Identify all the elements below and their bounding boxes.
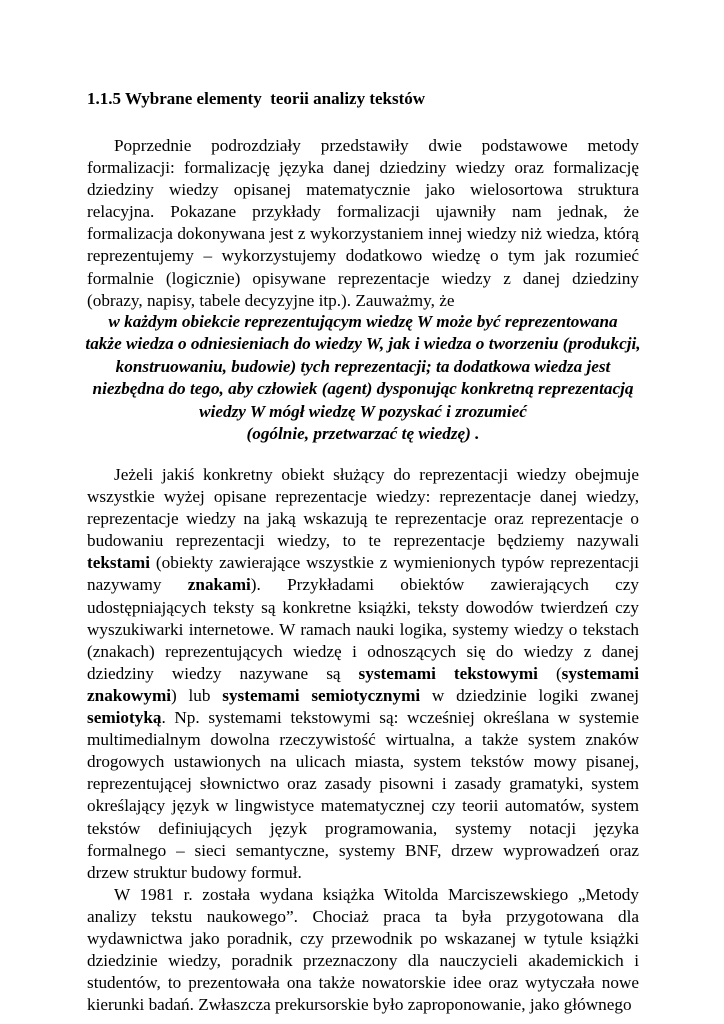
term-systemy-znakowe: systemami znakowymi bbox=[87, 663, 639, 705]
paragraph-texts-definition bbox=[87, 464, 639, 884]
quote-line: wiedzy W mógł wiedzę W pozyskać i zrozumieć bbox=[199, 401, 527, 421]
paragraph-text-systems bbox=[87, 464, 639, 1016]
text-run: . Np. systemami tekstowymi są: wcześniej określana w systemie multimedialnym dowolna rzeczywistość wirtualna, a także system znaków drogowych ustawionych na ulicach miasta, system tekstów mowy pisanej, reprezentującej słownictwo oraz zasady pisowni i zasady gramatyki, system określający język w lingwistyce matematycznej czy teorii automatów, system tekstów definiujących język programowania, systemy notacji języka formalnego – sieci semantyczne, systemy BNF, drzew wyprowadzeń oraz drzew struktur budowy formuł. bbox=[87, 708, 639, 882]
quote-line: konstruowaniu, budowie) tych reprezentacji; ta dodatkowa wiedza jest bbox=[115, 356, 611, 376]
text-run: (obiekty zawierające wszystkie z wymienionych typów reprezentacji nazywamy bbox=[87, 553, 639, 595]
text-run: ( bbox=[537, 663, 562, 683]
text-run: ) lub bbox=[171, 685, 223, 705]
text-run: ). Przykładami obiektów zawierających czy udostępniających teksty są konkretne książki, teksty dowodów twierdzeń czy wyszukiwarki internetowe. W ramach nauki logika, systemy wiedzy o tekstach (znakach) reprezentujących wiedzę i odnoszących się do wiedzy z danej dziedziny wiedzy nazywane są bbox=[87, 575, 640, 683]
paragraph-formalization: Poprzednie podrozdziały przedstawiły dwie podstawowe metody formalizacji: formalizację języka danej dziedziny wiedzy oraz formalizację dziedziny wiedzy opisanej matematycznie jako wielosortowa struktura relacyjna. Pokazane przykłady formalizacji ujawniły nam jednak, że formalizacja dokonywana jest z wykorzystaniem innej wiedzy niż wiedza, którą reprezentujemy – wykorzystujemy dodatkowo wiedzę o tym jak rozumieć formalnie (logicznie) opisywane reprezentacje wiedzy z danej dziedziny (obrazy, napisy, tabele decyzyjne itp.). Zauważmy, że bbox=[87, 136, 639, 310]
quote-line: (ogólnie, przetwarzać tę wiedzę) . bbox=[246, 424, 480, 444]
highlighted-statement bbox=[82, 311, 644, 445]
quote-line: także wiedza o odniesieniach do wiedzy W, jak i wiedza o tworzeniu (produkcji, bbox=[85, 334, 641, 354]
term-teksty: tekstami bbox=[87, 553, 151, 573]
section-title: 1.1.5 Wybrane elementy teorii analizy tekstów bbox=[87, 89, 426, 108]
quote-line: niezbędna do tego, aby człowiek (agent) dysponując konkretną reprezentacją bbox=[92, 379, 634, 399]
term-znaki: znakami bbox=[187, 575, 251, 595]
text-run: Jeżeli jakiś konkretny obiekt służący do reprezentacji wiedzy obejmuje wszystkie wyżej opisane reprezentacje wiedzy: reprezentacje danej wiedzy, reprezentacje wiedzy na jaką wskazują te reprezentacje oraz reprezentacje o budowaniu reprezentacji wiedzy, to te reprezentacje będziemy nazywali bbox=[87, 465, 639, 551]
quote-line: w każdym obiekcie reprezentującym wiedzę W może być reprezentowana bbox=[108, 312, 618, 331]
paragraph-marciszewski: W 1981 r. została wydana książka Witolda Marciszewskiego „Metody analizy tekstu naukowego”. Chociaż praca ta była przygotowana dla wydawnictwa jako poradnik, czy przewodnik po wskazanej w tytule książki dziedzinie wiedzy, poradnik przeznaczony dla nauczycieli akademickich i studentów, to prezentowała ona także nowatorskie idee oraz wytyczała nowe kierunki badań. Zwłaszcza prekursorskie było zaproponowanie, jako głównego bbox=[87, 884, 639, 1015]
term-semiotyka: semiotyką bbox=[87, 708, 162, 728]
term-systemy-semiotyczne: systemami semiotycznymi bbox=[222, 685, 421, 705]
text-run: w dziedzinie logiki zwanej bbox=[420, 685, 640, 705]
term-systemy-tekstowe: systemami tekstowymi bbox=[358, 663, 538, 683]
